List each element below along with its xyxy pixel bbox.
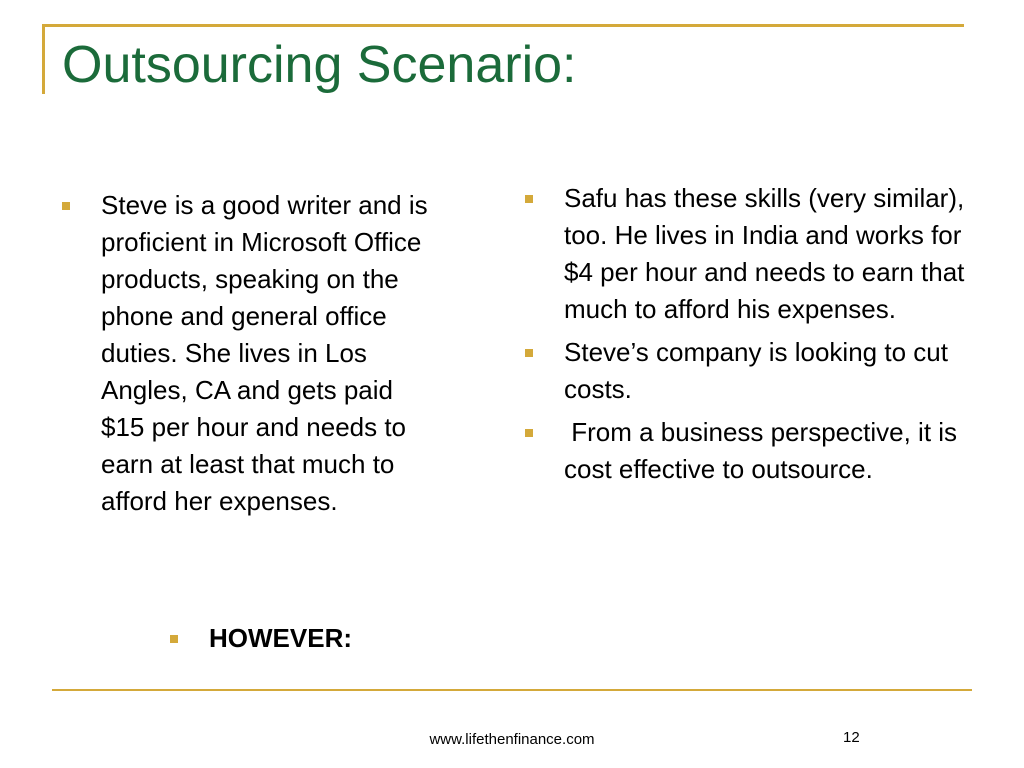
list-item [525, 180, 975, 328]
bullet-text: Safu has these skills (very similar), too. He lives in India and works for $4 per hour and needs to earn that much to afford his expenses. [564, 183, 965, 324]
square-bullet-icon [170, 635, 178, 643]
footer-divider [52, 689, 972, 691]
list-item [525, 414, 975, 488]
slide-title: Outsourcing Scenario: [62, 36, 577, 94]
square-bullet-icon [525, 429, 533, 437]
list-item [62, 187, 442, 520]
bullet-text: Steve is a good writer and is proficient in Microsoft Office products, speaking on the phone and general office duties. She lives in Los Angles, CA and gets paid $15 per hour and needs to earn at least that much to afford her expenses. [101, 190, 428, 516]
bullet-text: From a business perspective, it is cost effective to outsource. [564, 417, 965, 484]
left-border-line [42, 24, 45, 94]
however-bullet [170, 620, 352, 657]
however-text: HOWEVER: [209, 623, 352, 653]
square-bullet-icon [525, 195, 533, 203]
page-number: 12 [843, 729, 860, 746]
footer-url: www.lifethenfinance.com [429, 731, 595, 748]
right-bullet-list [525, 180, 975, 494]
square-bullet-icon [525, 349, 533, 357]
square-bullet-icon [62, 202, 70, 210]
left-bullet-list [62, 187, 442, 526]
list-item [525, 334, 975, 408]
bullet-text: Steve’s company is looking to cut costs. [564, 337, 948, 404]
top-border-line [42, 24, 964, 27]
